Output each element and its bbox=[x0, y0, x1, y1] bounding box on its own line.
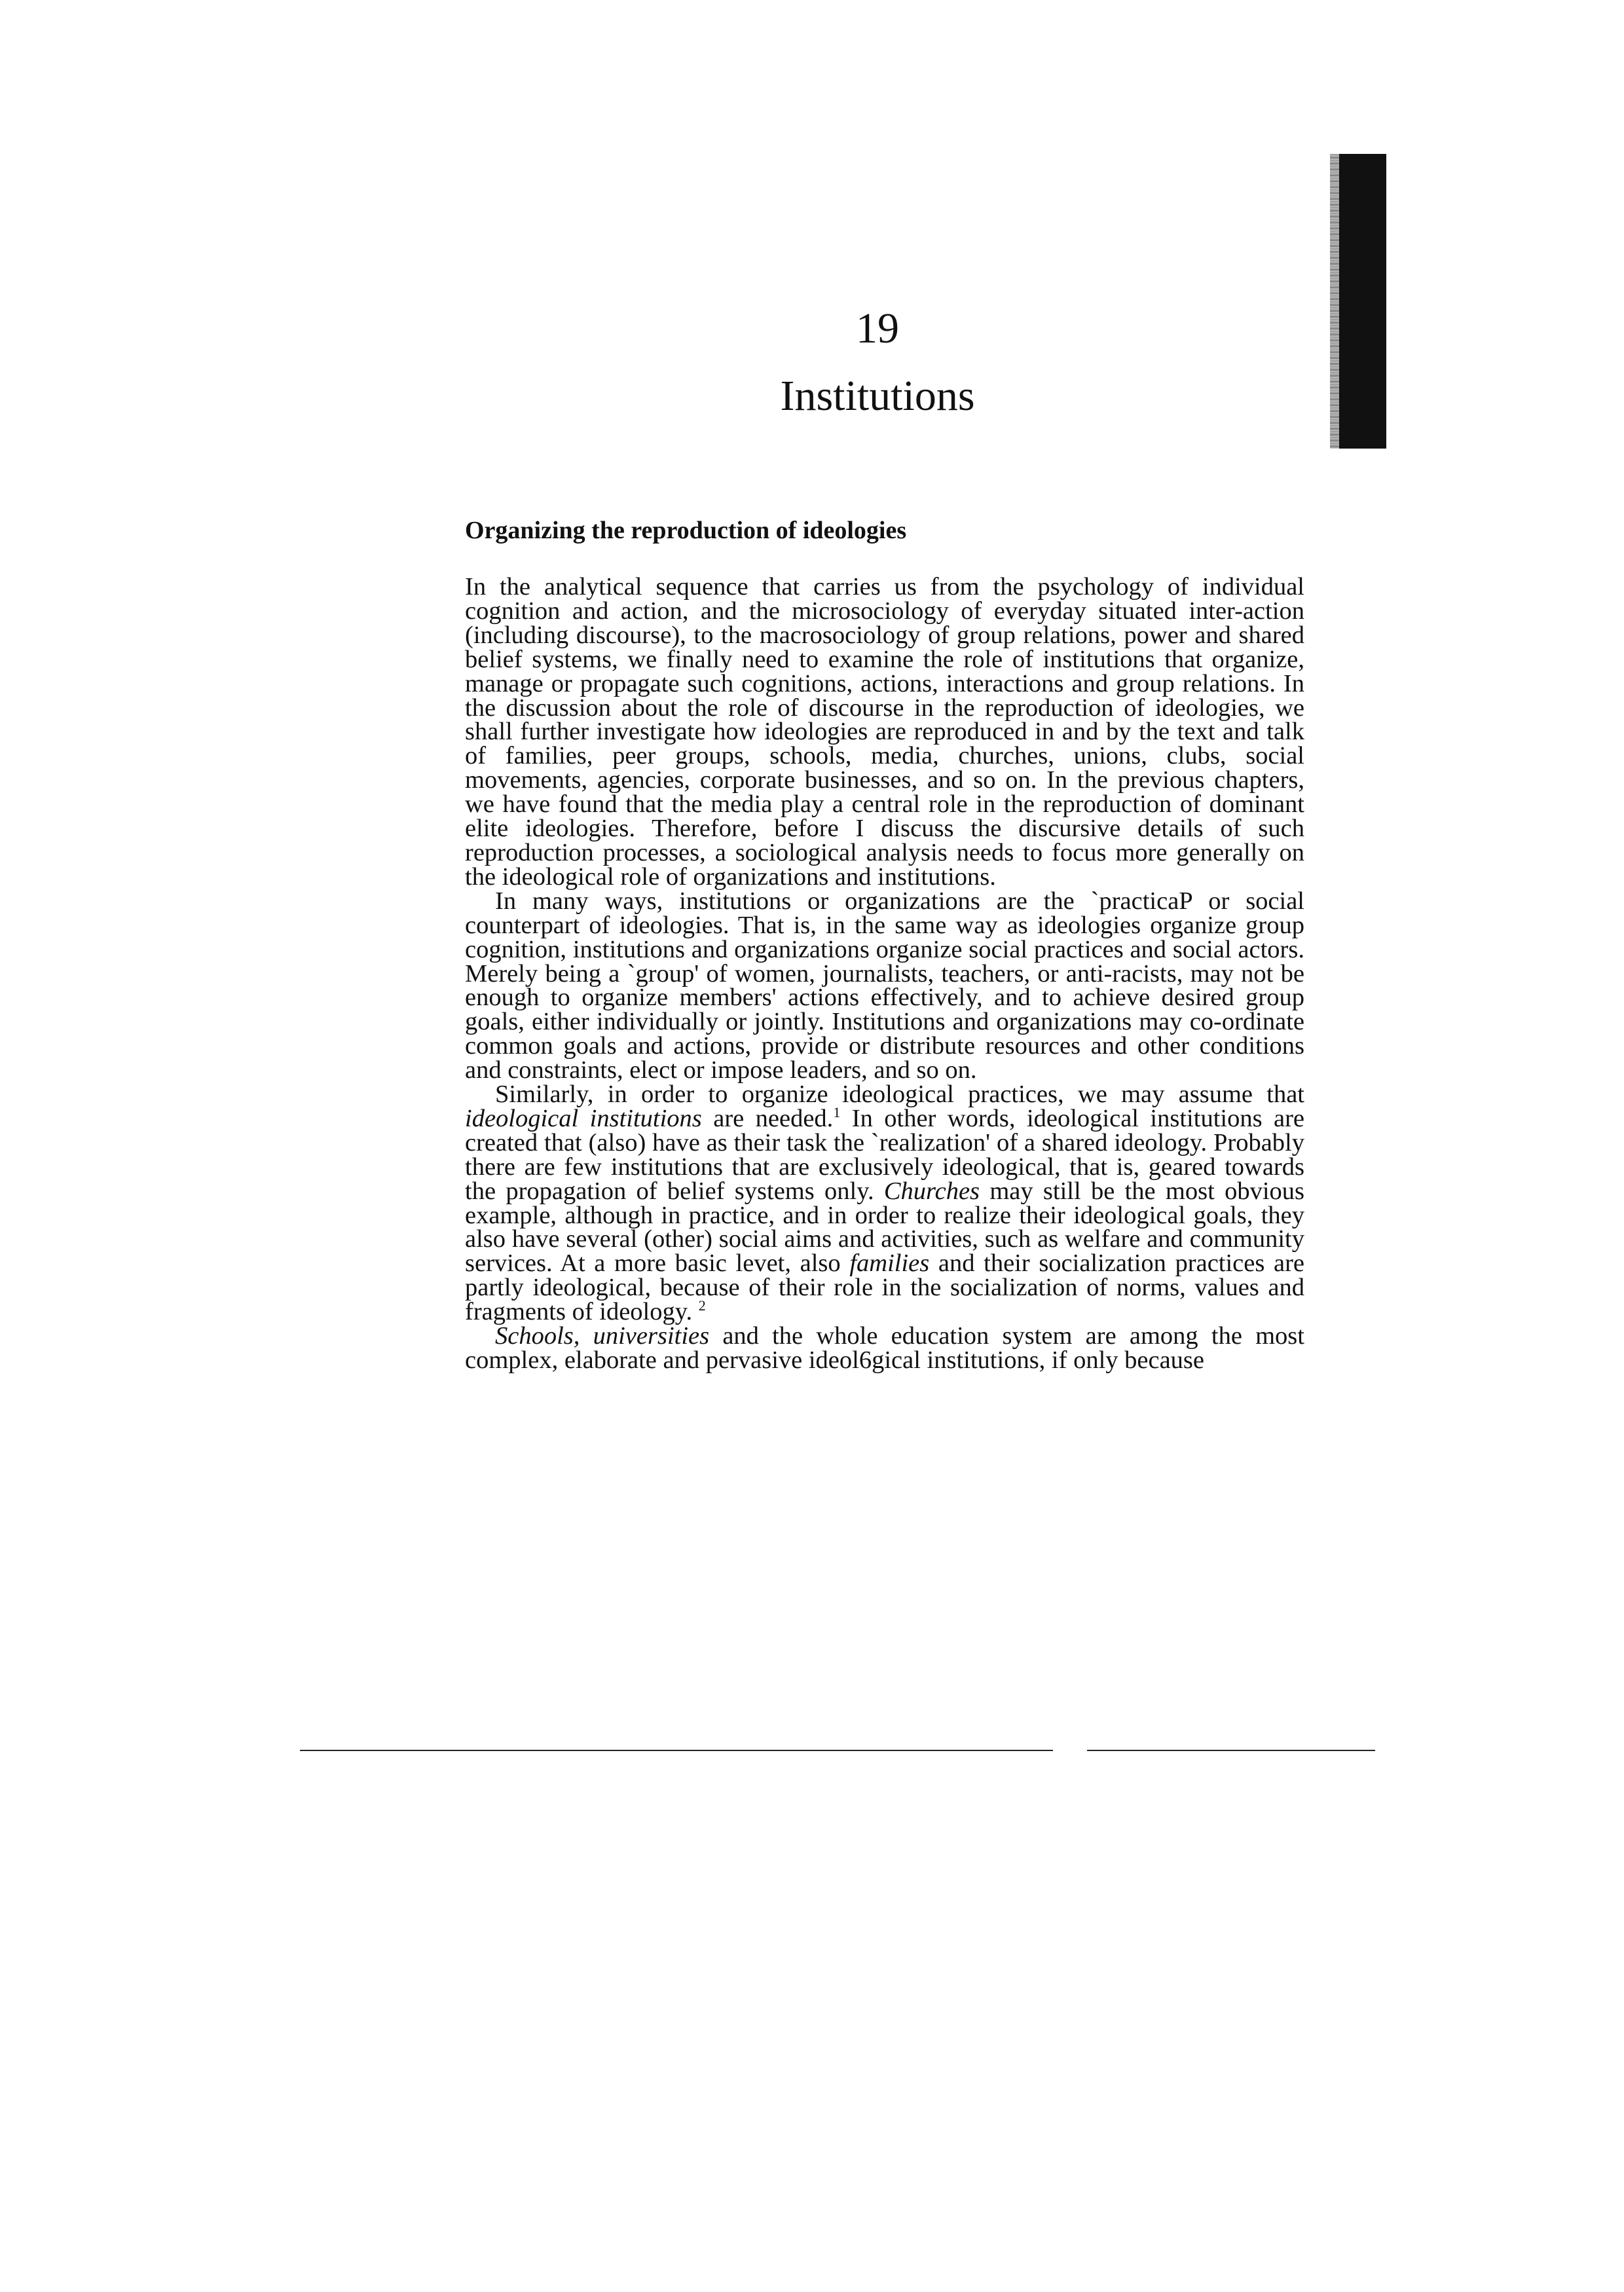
emphasis-schools-universities: Schools, universities bbox=[495, 1322, 710, 1350]
paragraph-3-text-b: are needed. bbox=[701, 1104, 834, 1132]
paragraph-3-text-d: may still be the most obvious example, although in practice, and in order to realize their ideological goals, they also have several (other) social aims and activities, such as welfare and community services. At a more basic levet, also bbox=[465, 1177, 1304, 1278]
emphasis-churches: Churches bbox=[883, 1177, 980, 1205]
section-heading: Organizing the reproduction of ideologies bbox=[465, 517, 907, 544]
paragraph-3-text-a: Similarly, in order to organize ideological practices, we may assume that bbox=[495, 1081, 1304, 1109]
paragraph-2: In many ways, institutions or organizations are the `practicaP or social counterpart of ideologies. That is, in the same way as ideologies organize group cognition, institutions and organizations organize social practices and social actors. Merely being a `group' of women, journalists, teachers, or anti-racists, may not be enough to organize members' actions effectively, and to achieve desired group goals, either individually or jointly. Institutions and organizations may co-ordinate common goals and actions, provide or distribute resources and other conditions and constraints, elect or impose leaders, and so on. bbox=[465, 887, 1304, 1084]
chapter-title: Institutions bbox=[780, 372, 975, 420]
emphasis-families: families bbox=[849, 1249, 930, 1278]
paragraph-1: In the analytical sequence that carries us from the psychology of individual cognition and action, and the microsociology of everyday situated inter-action (including discourse), to the macrosociology of group relations, power and shared belief systems, we finally need to examine the role of institutions that organize, manage or propagate such cognitions, actions, interactions and group relations. In the discussion about the role of discourse in the reproduction of ideologies, we shall further investigate how ideologies are reproduced in and by the text and talk of families, peer groups, schools, media, churches, unions, clubs, social movements, agencies, corporate businesses, and so on. In the previous chapters, we have found that the media play a central role in the reproduction of dominant elite ideologies. Therefore, before I discuss the discursive details of such reproduction processes, a sociological analysis needs to focus more generally on the ideological role of organizations and institutions. bbox=[465, 573, 1304, 891]
paragraph-4 bbox=[465, 1324, 1304, 1373]
footer-rule-left bbox=[300, 1750, 1053, 1751]
paragraph-3-text-e: and their socialization practices are partly ideological, because of their role in the socialization of norms, values and fragments of ideology. bbox=[465, 1249, 1304, 1326]
chapter-thumb-tab bbox=[1339, 154, 1386, 449]
footer-rule-right bbox=[1087, 1750, 1375, 1751]
paragraph-3-text-c: In other words, ideological institutions are created that (also) have as their task the `realization' of a shared ideology. Probably there are few institutions that are exclusively ideological, that is, geared towards the propagation of belief systems only. bbox=[465, 1104, 1305, 1205]
emphasis-ideological-institutions: ideological institutions bbox=[465, 1104, 702, 1132]
chapter-number: 19 bbox=[856, 305, 899, 352]
paragraph-3 bbox=[465, 1082, 1304, 1324]
footnote-marker-2: 2 bbox=[698, 1297, 706, 1314]
body-text bbox=[465, 575, 1304, 1373]
paragraph-4-text: and the whole education system are among the most complex, elaborate and pervasive ideol6gical institutions, if only because bbox=[465, 1322, 1304, 1374]
footnote-marker-1: 1 bbox=[833, 1104, 841, 1121]
